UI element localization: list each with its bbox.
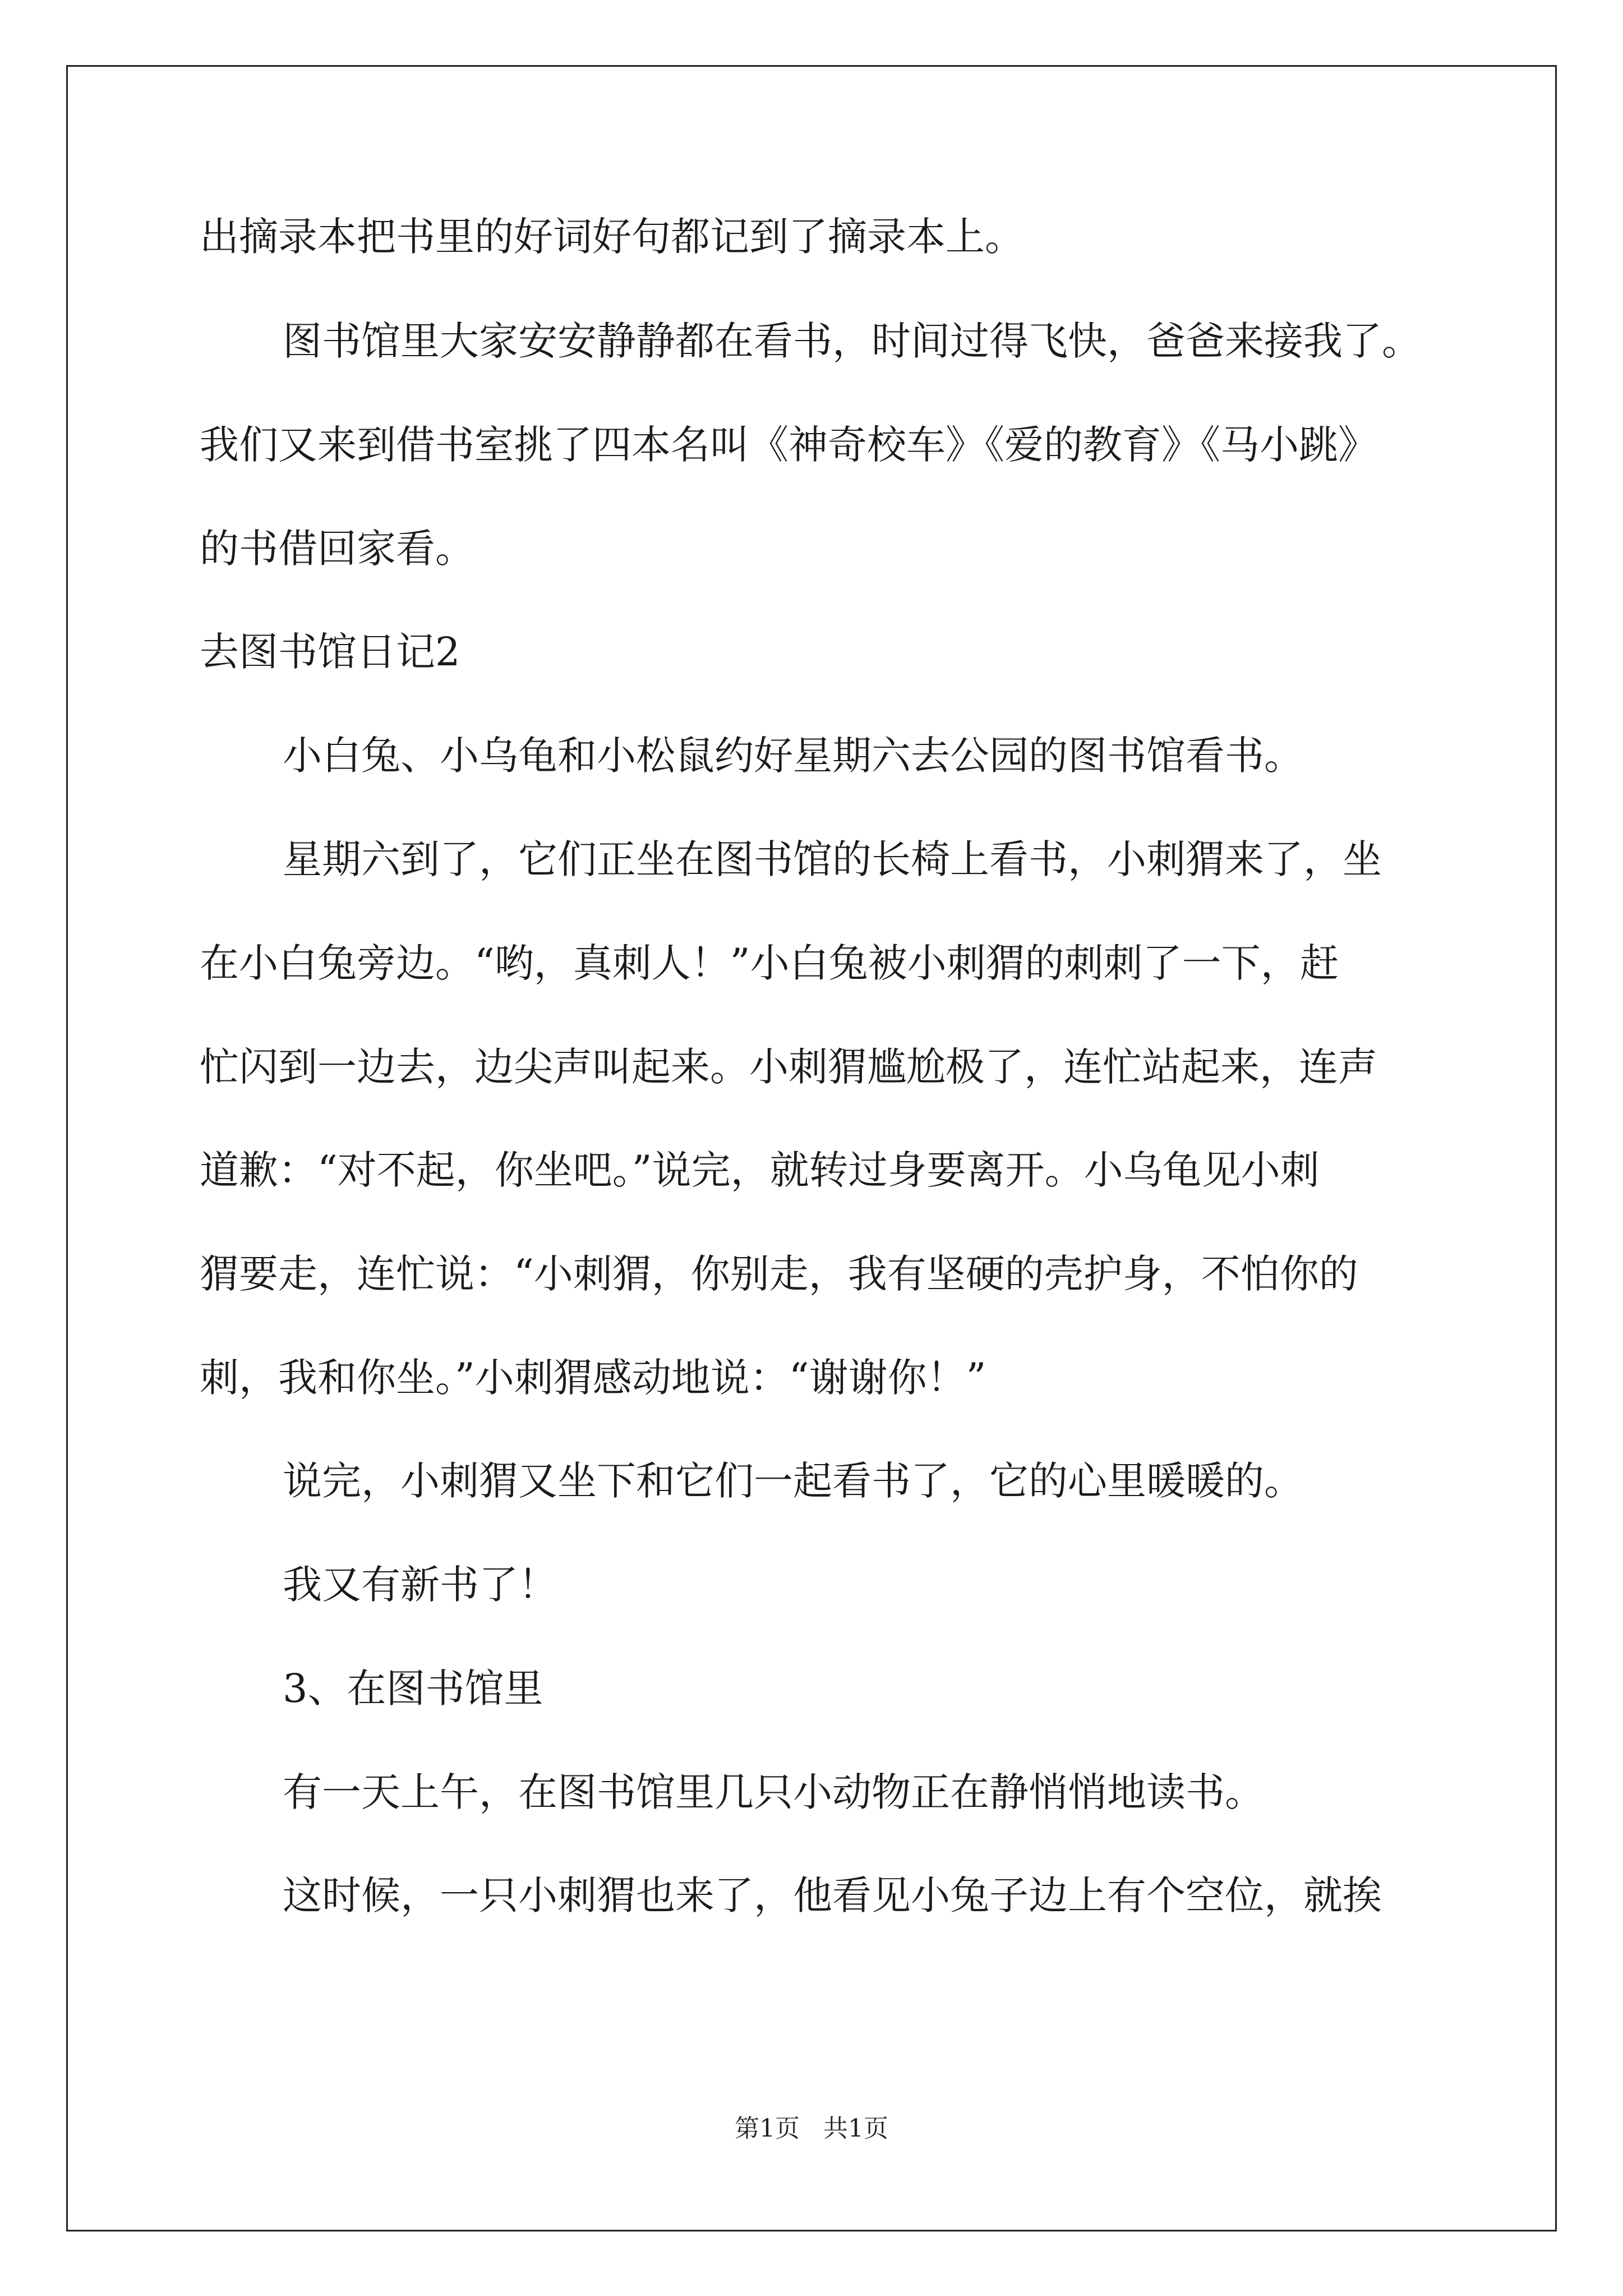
section-heading: 去图书馆日记2 <box>200 629 460 675</box>
page-count: 共1页 <box>823 2114 888 2143</box>
page-footer <box>0 2112 1623 2146</box>
page-number: 第1页 <box>735 2114 800 2143</box>
text-line-6: 小白兔、小乌龟和小松鼠约好星期六去公园的图书馆看书。 <box>283 733 1303 779</box>
text-line-16: 有一天上午，在图书馆里几只小动物正在静悄悄地读书。 <box>283 1769 1264 1815</box>
text-line-3: 我们又来到借书室挑了四本名叫《神奇校车》《爱的教育》《马小跳》 <box>200 422 1377 468</box>
text-line-13: 说完，小刺猬又坐下和它们一起看书了，它的心里暖暖的。 <box>283 1458 1303 1504</box>
text-line-1: 出摘录本把书里的好词好句都记到了摘录本上。 <box>200 214 1024 260</box>
text-line-12: 刺，我和你坐。”小刺猬感动地说：“谢谢你！” <box>200 1355 986 1401</box>
text-line-8: 在小白兔旁边。“哟，真刺人！”小白兔被小刺猬的刺刺了一下，赶 <box>200 940 1339 986</box>
text-line-2: 图书馆里大家安安静静都在看书，时间过得飞快，爸爸来接我了。 <box>283 318 1421 364</box>
text-line-9: 忙闪到一边去，边尖声叫起来。小刺猬尴尬极了，连忙站起来，连声 <box>200 1044 1377 1090</box>
text-line-11: 猬要走，连忙说：“小刺猬，你别走，我有坚硬的壳护身，不怕你的 <box>200 1251 1358 1297</box>
text-line-7: 星期六到了，它们正坐在图书馆的长椅上看书，小刺猬来了，坐 <box>283 836 1382 882</box>
text-line-10: 道歉：“对不起，你坐吧。”说完，就转过身要离开。小乌龟见小刺 <box>200 1147 1320 1193</box>
text-line-17: 这时候，一只小刺猬也来了，他看见小兔子边上有个空位，就挨 <box>283 1872 1382 1918</box>
text-line-4: 的书借回家看。 <box>200 526 474 572</box>
text-line-14: 我又有新书了！ <box>283 1562 557 1608</box>
subsection-heading: 3、在图书馆里 <box>283 1665 543 1711</box>
